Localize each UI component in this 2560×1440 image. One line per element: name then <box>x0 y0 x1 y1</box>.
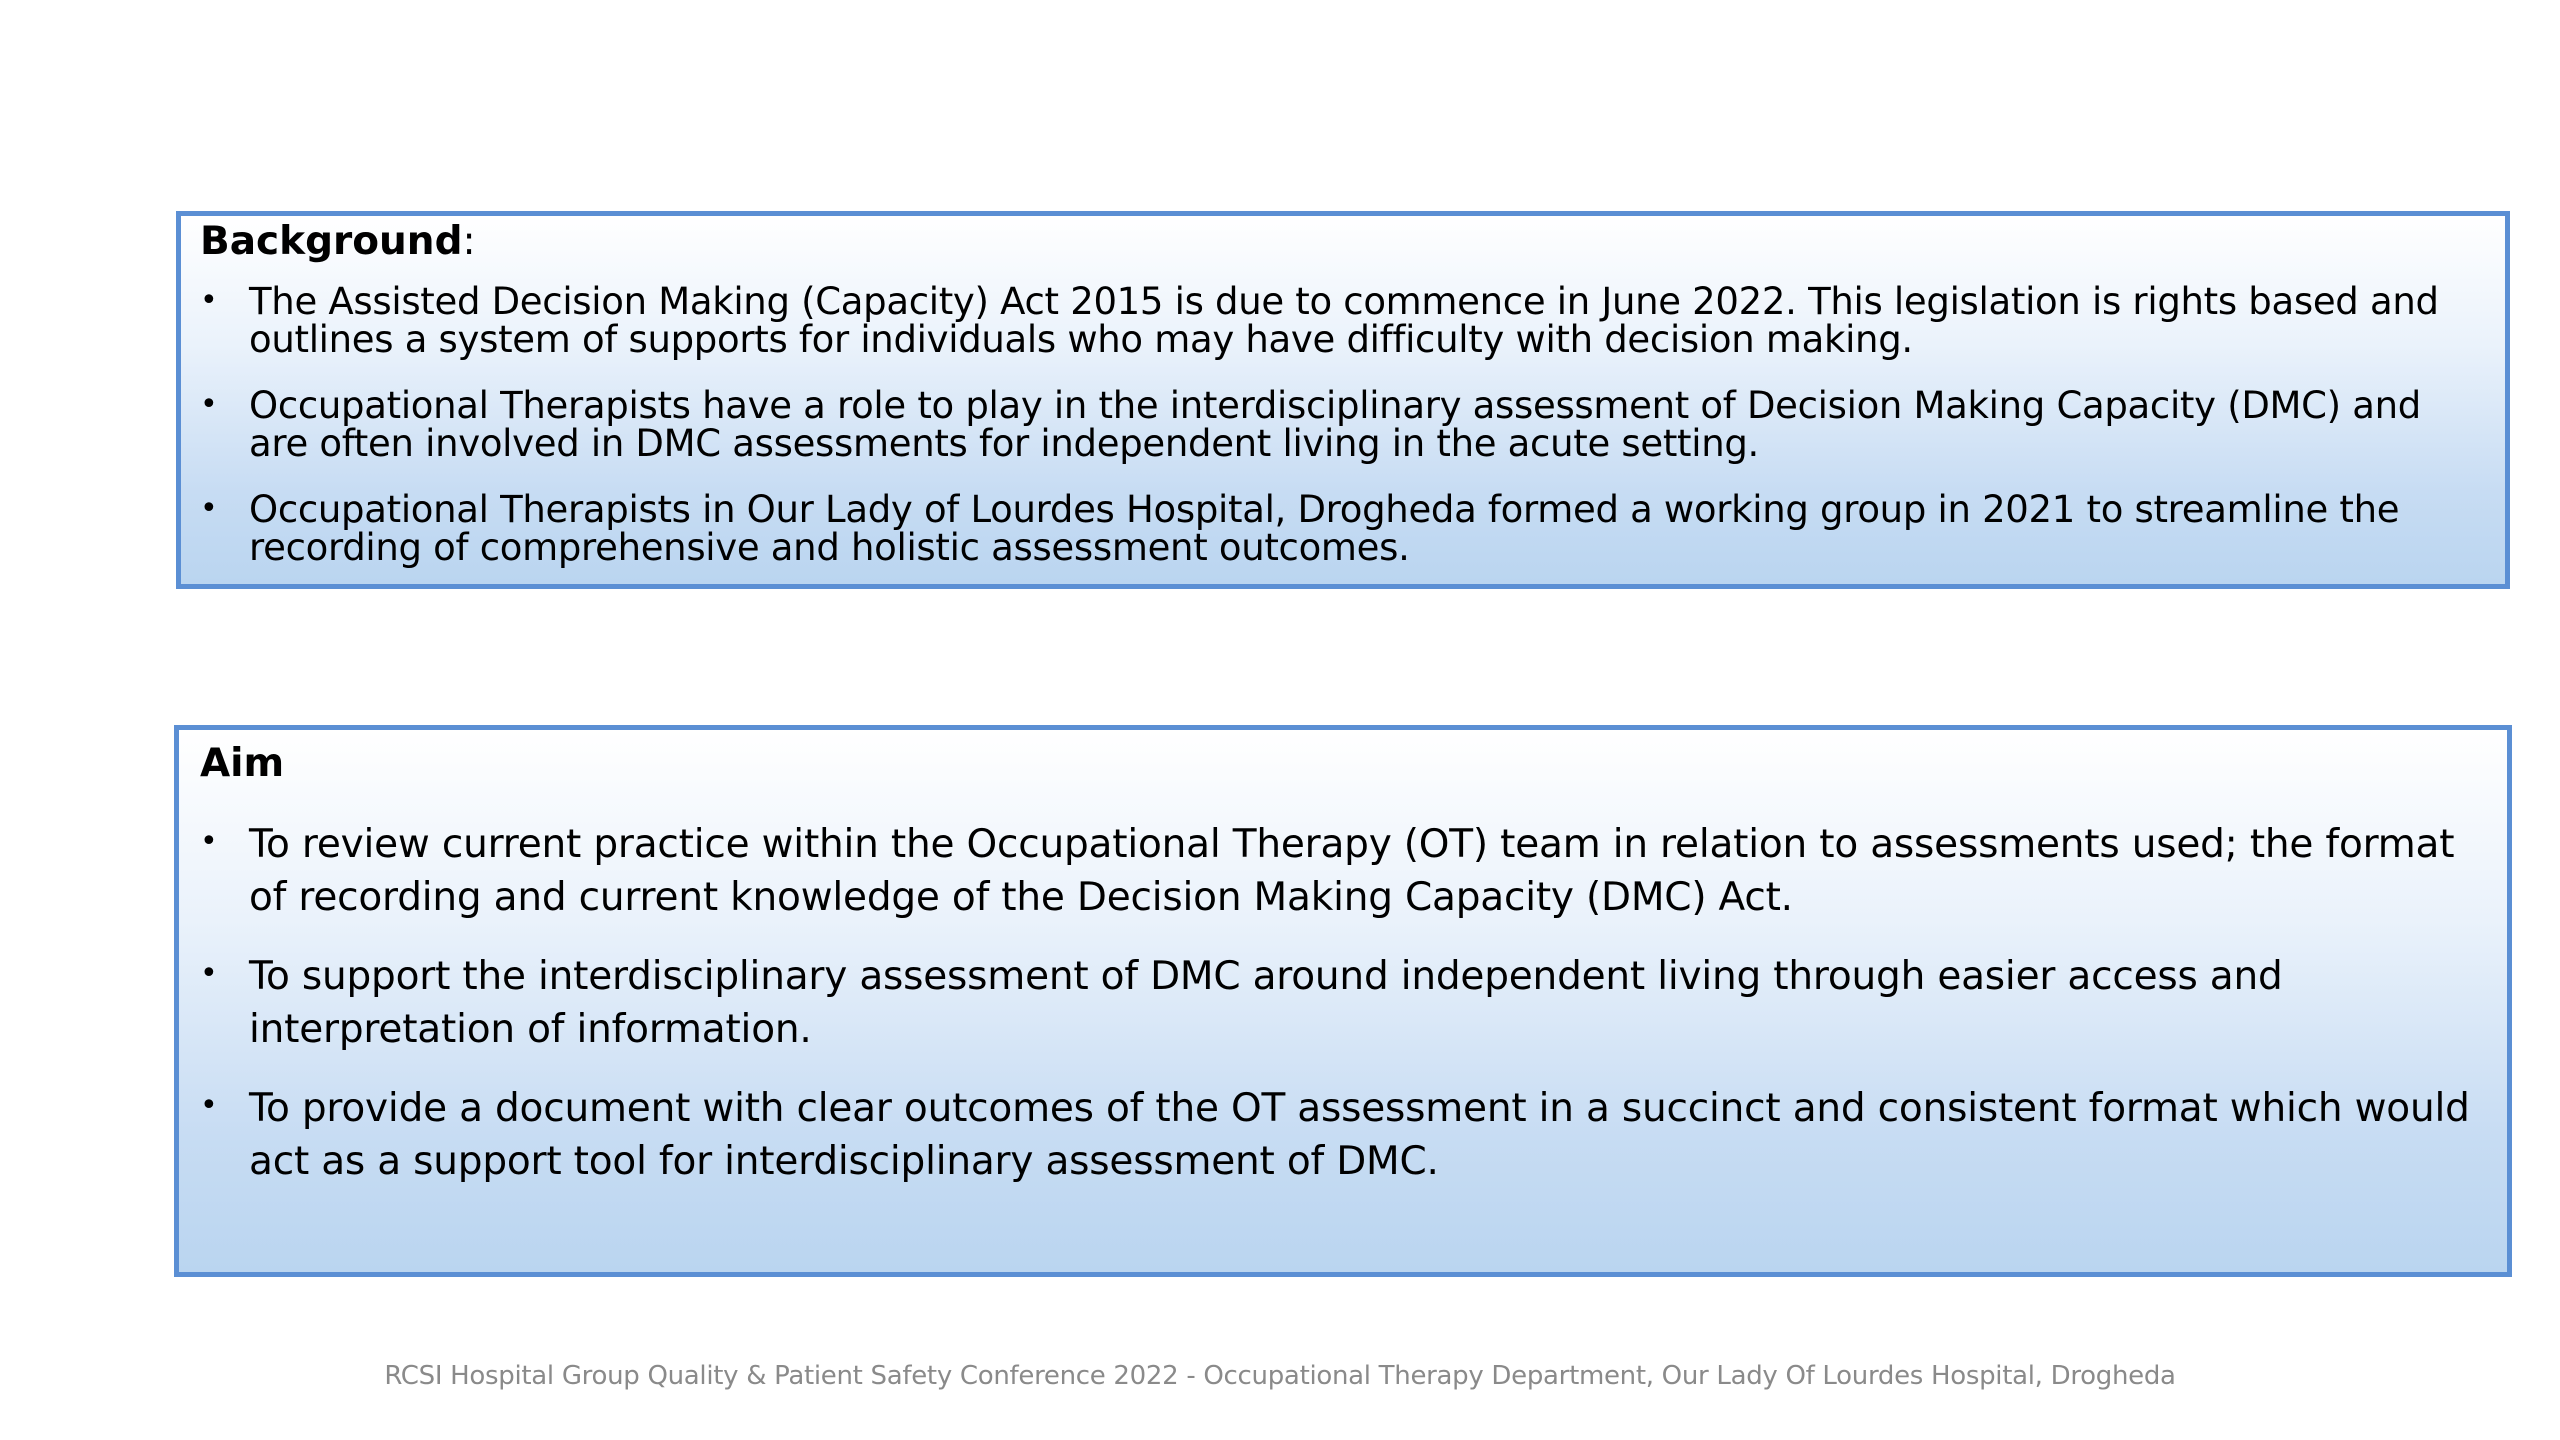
bullet-icon: • <box>200 1088 218 1123</box>
bullet-icon: • <box>200 824 218 859</box>
aim-heading-label: Aim <box>200 741 285 786</box>
aim-bullet-text: To provide a document with clear outcomes of the OT assessment in a succinct and consistent format which would act as a support tool for interdisciplinary assessment of DMC. <box>249 1086 2470 1184</box>
background-heading-colon: : <box>462 219 476 264</box>
background-bullet-list <box>200 280 2490 595</box>
aim-bullet-text: To support the interdisciplinary assessment of DMC around independent living through easier access and interpretation of information. <box>249 954 2283 1052</box>
background-bullet-item <box>200 488 2490 595</box>
aim-bullet-item <box>200 818 2490 950</box>
bullet-icon: • <box>200 387 218 422</box>
background-heading <box>200 219 476 265</box>
aim-heading <box>200 741 284 787</box>
bullet-icon: • <box>200 283 218 318</box>
aim-box <box>174 725 2512 1277</box>
aim-bullet-text: To review current practice within the Occupational Therapy (OT) team in relation to assessments used; the format of recording and current knowledge of the Decision Making Capacity (DMC) Act. <box>249 822 2455 920</box>
bullet-icon: • <box>200 491 218 526</box>
background-heading-label: Background <box>200 219 463 264</box>
background-bullet-text: The Assisted Decision Making (Capacity) Act 2015 is due to commence in June 2022. This legislation is rights based and outlines a system of supports for individuals who may have difficulty with decision making. <box>249 280 2439 361</box>
aim-bullet-item <box>200 1082 2490 1214</box>
aim-bullet-item <box>200 950 2490 1082</box>
background-bullet-text: Occupational Therapists in Our Lady of Lourdes Hospital, Drogheda formed a working group in 2021 to streamline the recording of comprehensive and holistic assessment outcomes. <box>249 488 2400 569</box>
bullet-icon: • <box>200 956 218 991</box>
slide-footer: RCSI Hospital Group Quality & Patient Safety Conference 2022 - Occupational Therapy Department, Our Lady Of Lourdes Hospital, Drogheda <box>384 1361 2176 1391</box>
aim-bullet-list <box>200 818 2490 1214</box>
background-bullet-item <box>200 384 2490 491</box>
background-bullet-text: Occupational Therapists have a role to play in the interdisciplinary assessment of Decision Making Capacity (DMC) and are often involved in DMC assessments for independent living in the acute setting. <box>249 384 2421 465</box>
background-box <box>176 211 2510 589</box>
background-bullet-item <box>200 280 2490 387</box>
